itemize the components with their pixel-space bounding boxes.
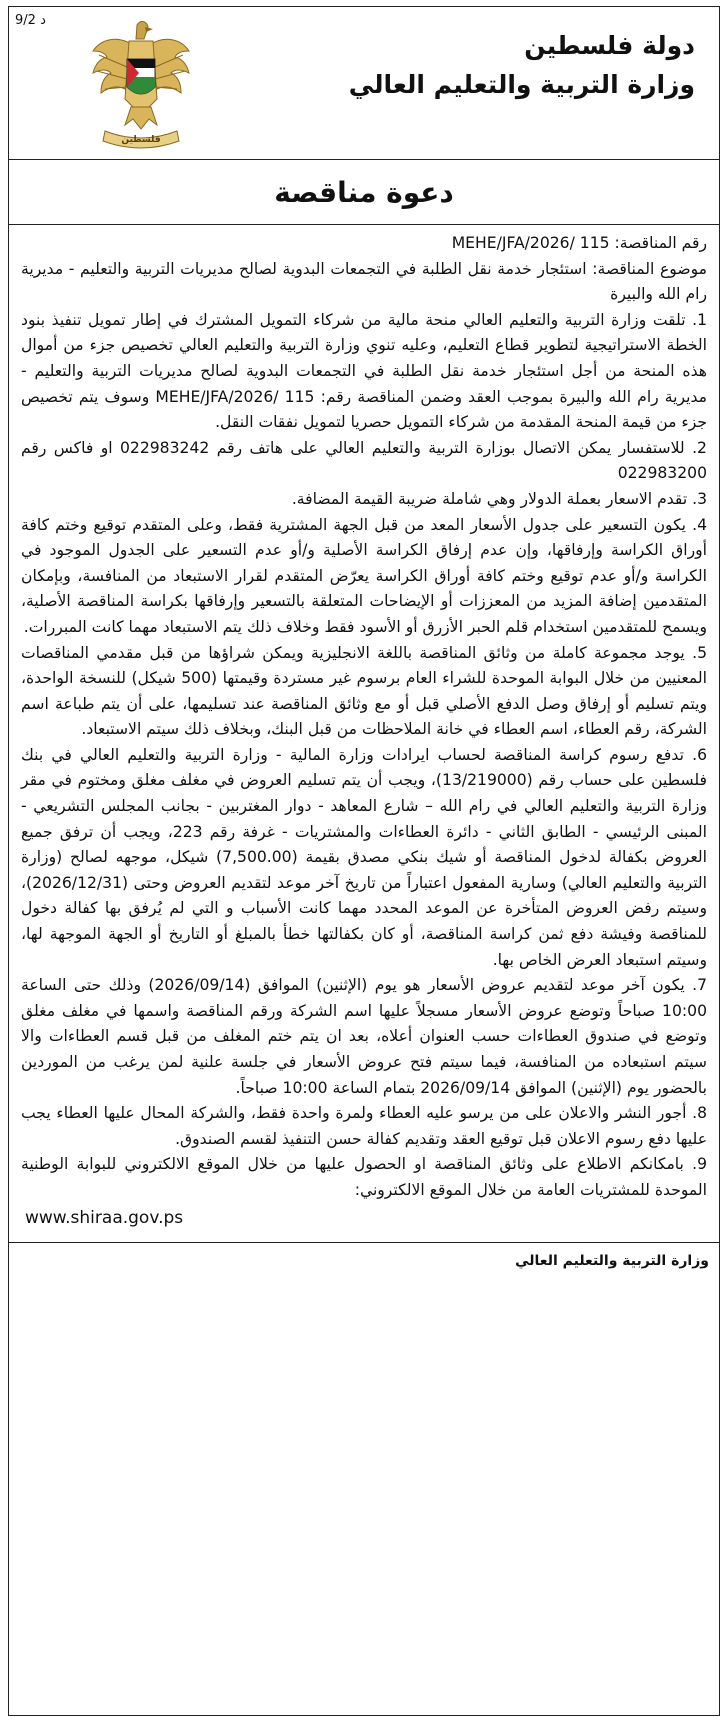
reference-code: 9/2 د <box>15 13 46 28</box>
tender-announcement <box>8 6 720 1716</box>
clause-1-code: MEHE/JFA/2026/ 115 <box>155 387 315 406</box>
clause-2-mid: او فاكس رقم <box>21 438 113 457</box>
announcement-body <box>9 225 719 1232</box>
footer-ministry: وزارة التربية والتعليم العالي <box>515 1252 709 1269</box>
page-title: دعوة مناقصة <box>274 176 454 209</box>
clause-8: 8. أجور النشر والاعلان على من يرسو عليه العطاء ولمرة واحدة فقط، والشركة المحال عليها العطاء يجب عليها دفع رسوم الاعلان قبل توقيع العقد وتقديم كفالة حسن التنفيذ لقسم الصندوق. <box>21 1104 707 1148</box>
ministry-name: وزارة التربية والتعليم العالي <box>348 70 695 99</box>
organization-block <box>349 29 695 107</box>
tender-number-label: رقم المناقصة: <box>614 234 707 252</box>
clause-2 <box>21 436 707 487</box>
header <box>9 7 719 159</box>
clause-3: 3. تقدم الاسعار بعملة الدولار وهي شاملة ضريبة القيمة المضافة. <box>291 489 707 508</box>
clause-1-text-before: 1. تلقت وزارة التربية والتعليم العالي منحة مالية من شركاء التمويل المشترك في إطار تمويل تنفيذ بنود الخطة الاستراتيجية لتطوير قطاع التعليم، وعليه تنوي وزارة التربية والتعليم العالي تخصيص جزء من أموال هذه المنحة من أجل استئجار خدمة نقل الطلبة في التجمعات البدوية لصالح مديريات التربية والتعليم - مديرية رام الله والبيرة بموجب العقد وضمن المناقصة رقم: <box>21 310 707 406</box>
emblem-caption: فلسطين <box>121 135 161 145</box>
clause-5: 5. يوجد مجموعة كاملة من وثائق المناقصة باللغة الانجليزية ويمكن شراؤها من قبل مقدمي المناقصات المعنيين من خلال البوابة الموحدة للشراء العام برسوم غير مستردة وقيمتها (500 شيكل) للنسخة الواحدة، ويتم تسليم أو إرفاق وصل الدفع الأصلي قبل أو مع وثائق المناقصة عند تسليمها، على أن يتم طباعة اسم الشركة، رقم العطاء، اسم العطاء في خانة الملاحظات من قبل البنك، وبخلاف ذلك سيتم الاستبعاد. <box>21 643 707 739</box>
phone-number: 022983242 <box>120 438 210 457</box>
tender-subject-value: استئجار خدمة نقل الطلبة في التجمعات البدوية لصالح مديريات التربية والتعليم - مديرية رام الله والبيرة <box>21 259 707 304</box>
tender-subject-label: موضوع المناقصة: <box>592 259 707 278</box>
website-link[interactable]: www.shiraa.gov.ps <box>25 1207 184 1228</box>
clause-6: 6. تدفع رسوم كراسة المناقصة لحساب ايرادات وزارة المالية - وزارة التربية والتعليم العالي في بنك فلسطين على حساب رقم (13/219000)، ويجب أن يتم تسليم العروض في مغلف مغلق ومختوم في مقر وزارة التربية والتعليم العالي في رام الله – شارع المعاهد - دوار المغتربين - بجانب المجلس التشريعي - المبنى الرئيسي - الطابق الثاني - دائرة العطاءات والمشتريات - غرفة رقم 223، ويجب أن ترفق جميع العروض بكفالة لدخول المناقصة أو شيك بنكي مصدق بقيمة (7,500.00) شيكل، موجهه لصالح (وزارة التربية والتعليم العالي) وسارية المفعول اعتباراً من تاريخ آخر موعد لتقديم العروض وحتى (2026/12/31)، وسيتم رفض العروض المتأخرة عن الموعد المحدد مهما كانت الأسباب و التي لم يُرفق بها كفالة دخول للمناقصة وفيشة دفع ثمن كراسة المناقصة، أو كان بكفالتها خطأ بالمبلغ أو التاريخ أو الجهة الموجهة لها، وسيتم استبعاد العرض الخاص بها. <box>21 745 707 969</box>
tender-subject <box>21 257 707 308</box>
tender-number-value: MEHE/JFA/2026/ 115 <box>451 234 610 252</box>
palestinian-eagle-emblem-icon <box>87 15 195 151</box>
clause-2-text-before: 2. للاستفسار يمكن الاتصال بوزارة التربية والتعليم العالي على هاتف رقم <box>216 438 707 457</box>
clause-9: 9. بامكانكم الاطلاع على وثائق المناقصة او الحصول عليها من خلال الموقع الالكتروني للبوابة الوطنية الموحدة للمشتريات العامة من خلال الموقع الالكتروني: <box>21 1155 707 1199</box>
clause-1-text-after: وسوف يتم تخصيص جزء من قيمة المنحة المقدمة من شركاء التمويل حصريا لتمويل نفقات النقل. <box>21 387 707 432</box>
clause-4: 4. يكون التسعير على جدول الأسعار المعد من قبل الجهة المشترية فقط، وعلى المتقدم توقيع وختم كافة أوراق الكراسة وإرفاقها، وإن عدم إرفاق الكراسة الأصلية و/أو عدم التسعير على الجدول الموجود في الكراسة و/أو عدم توقيع وختم كافة أوراق الكراسة يعرّض المتقدم لقرار الاستبعاد من المنافسة، وبإمكان المتقدمين إضافة المزيد من المعززات أو الإيضاحات المتعلقة بالتسعير وإرفاقها بكراسة المناقصة الأصلية، ويسمح للمتقدمين استخدام قلم الحبر الأزرق أو الأسود فقط وخلاف ذلك يتم الاستبعاد مهما كانت المبررات. <box>21 515 707 636</box>
state-name: دولة فلسطين <box>524 31 695 60</box>
fax-number: 022983200 <box>617 464 707 483</box>
clause-7: 7. يكون آخر موعد لتقديم عروض الأسعار هو يوم (الإثنين) الموافق (2026/09/14) وذلك حتى الساعة 10:00 صباحاً وتوضع عروض الأسعار مسجلاً عليها اسم الشركة ورقم المناقصة واسمها في مغلف مغلق وتوضع في صندوق العطاءات حسب العنوان أعلاه، بعد ان يتم ختم المغلف من قبل قسم العطاءات والا سيتم استبعاده من المنافسة، فيما سيتم فتح عروض الأسعار في جلسة علنية لمن يرغب من الموردين بالحضور يوم (الإثنين) الموافق 2026/09/14 بتمام الساعة 10:00 صباحاً. <box>21 976 707 1097</box>
tender-number <box>21 231 707 257</box>
clause-1 <box>21 308 707 436</box>
